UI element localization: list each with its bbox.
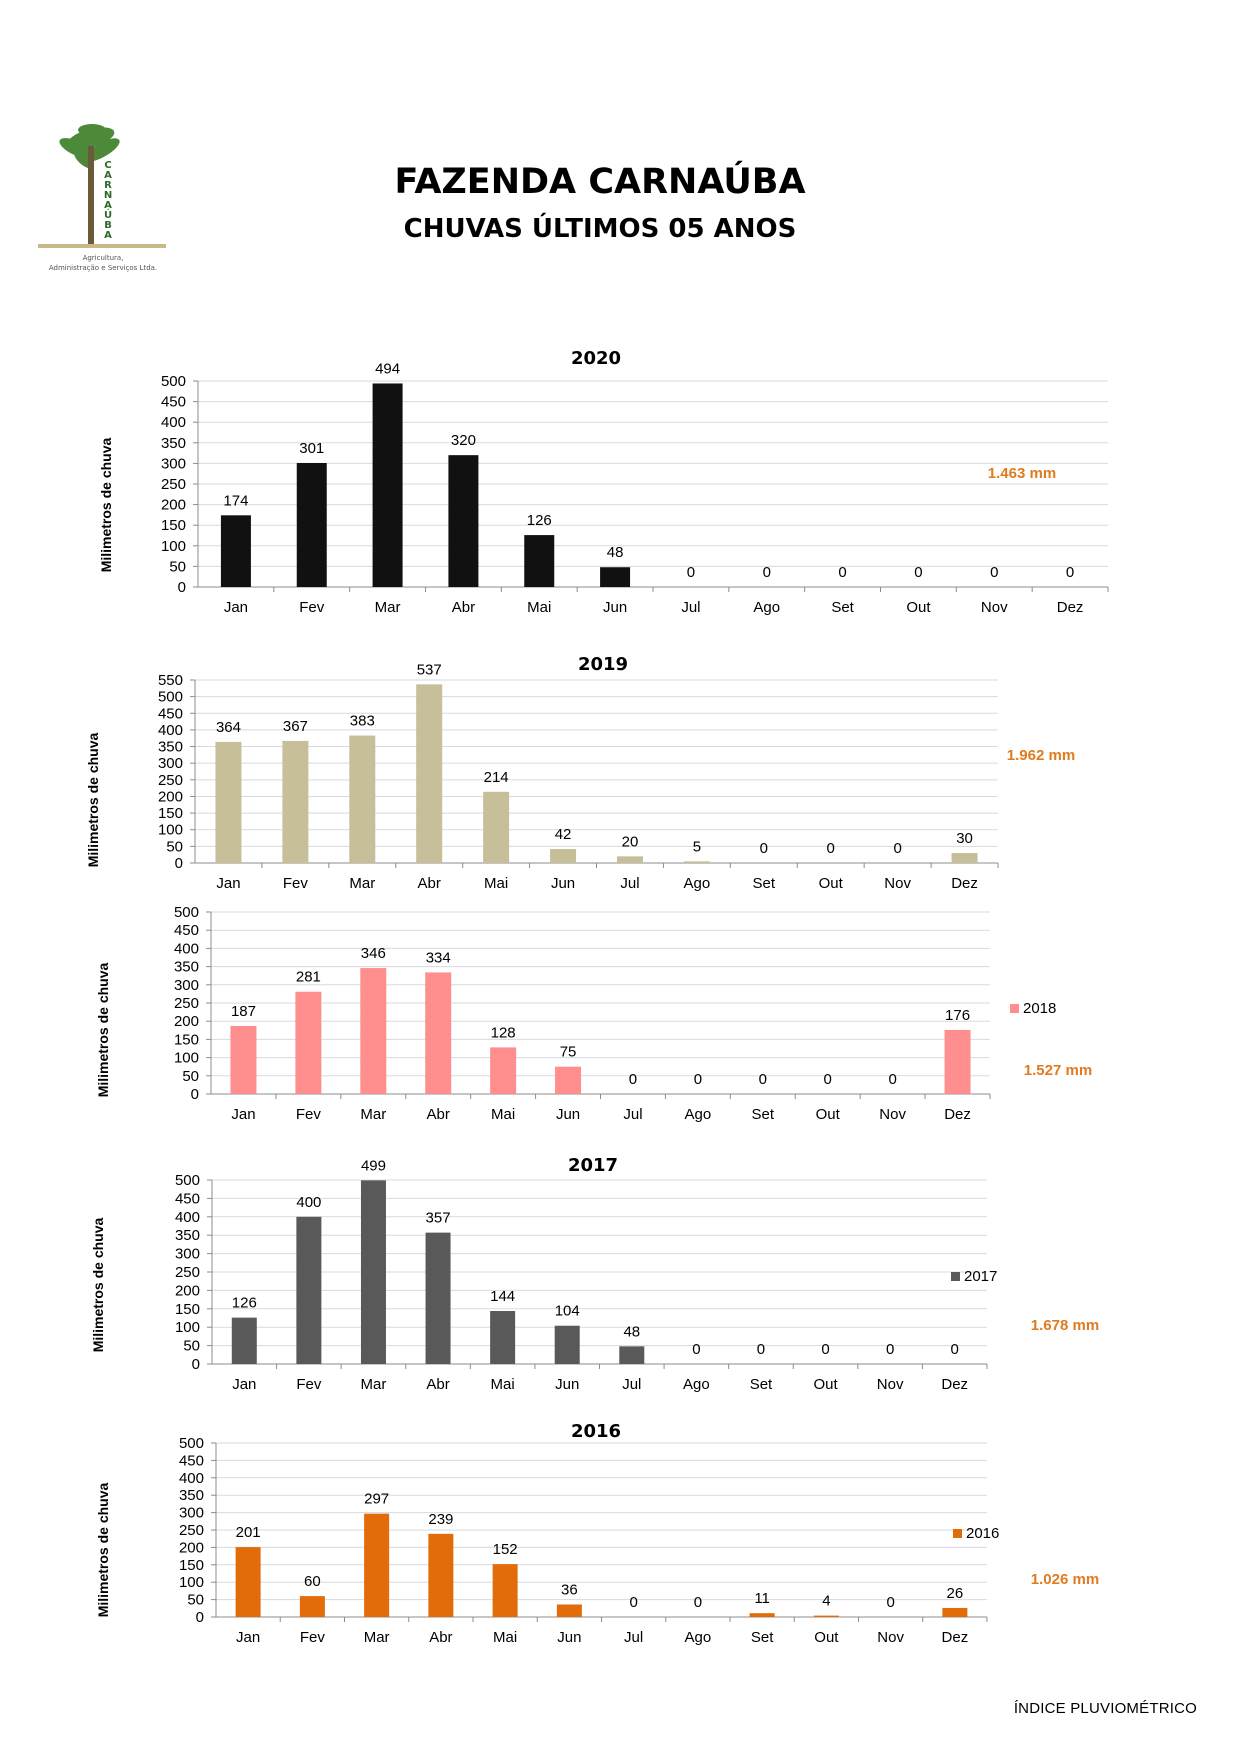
x-tick-label: Fev — [296, 1376, 322, 1393]
x-tick-label: Mar — [360, 1106, 387, 1123]
bar — [300, 1596, 325, 1617]
data-label: 0 — [756, 1341, 766, 1358]
x-tick-label: Jan — [236, 1629, 261, 1646]
bar — [360, 968, 386, 1094]
x-tick-label: Jan — [223, 599, 249, 616]
x-tick-label: Set — [831, 599, 854, 616]
bar — [490, 1047, 516, 1094]
x-tick-label: Dez — [941, 1376, 969, 1393]
data-label: 297 — [364, 1490, 390, 1508]
y-tick-label: 0 — [191, 1356, 200, 1373]
data-label: 0 — [886, 1594, 895, 1611]
total-label: 1.678 mm — [1030, 1317, 1100, 1334]
y-tick-label: 250 — [160, 476, 186, 493]
x-tick-label: Out — [906, 599, 931, 616]
bar — [428, 1534, 453, 1617]
logo-letter: A — [104, 200, 112, 211]
total-label: 1.026 mm — [1030, 1571, 1100, 1588]
data-label: 367 — [282, 717, 308, 735]
data-label: 383 — [349, 712, 375, 730]
data-label: 0 — [885, 1341, 895, 1358]
data-label: 364 — [215, 718, 241, 736]
data-label: 0 — [888, 1071, 897, 1088]
data-label: 0 — [990, 564, 999, 581]
data-label: 0 — [686, 564, 696, 581]
data-label: 26 — [946, 1584, 964, 1602]
data-label: 152 — [492, 1541, 518, 1559]
x-tick-label: Nov — [980, 599, 1008, 616]
y-tick-label: 350 — [173, 958, 199, 976]
x-tick-label: Jun — [602, 599, 628, 616]
logo-letter: A — [104, 230, 112, 241]
data-label: 48 — [606, 544, 624, 562]
x-tick-label: Jul — [624, 1629, 644, 1646]
x-tick-label: Jul — [623, 1106, 643, 1123]
bar — [349, 736, 375, 863]
data-label: 0 — [628, 1071, 638, 1088]
data-label: 214 — [483, 768, 509, 786]
x-tick-label: Abr — [429, 1629, 453, 1646]
bar — [493, 1564, 518, 1617]
footer-label: ÍNDICE PLUVIOMÉTRICO — [1013, 1700, 1197, 1717]
bar — [557, 1604, 582, 1617]
y-tick-label: 400 — [174, 1208, 200, 1226]
x-tick-label: Abr — [426, 1376, 450, 1393]
x-tick-label: Dez — [944, 1106, 971, 1123]
bar — [555, 1067, 581, 1094]
data-label: 537 — [416, 661, 442, 679]
y-tick-label: 500 — [178, 1435, 204, 1452]
data-label: 0 — [838, 564, 847, 581]
x-tick-label: Ago — [683, 875, 711, 892]
logo-letter: R — [104, 180, 112, 191]
y-tick-label: 0 — [190, 1086, 199, 1103]
y-tick-label: 50 — [169, 558, 186, 576]
y-tick-label: 200 — [178, 1539, 204, 1557]
y-axis-label: Milimetros de chuva — [98, 437, 114, 573]
x-tick-label: Set — [750, 1629, 774, 1646]
x-tick-label: Mar — [363, 1629, 390, 1646]
x-tick-label: Mai — [491, 1106, 516, 1123]
bar — [814, 1616, 839, 1617]
x-tick-label: Mai — [493, 1629, 518, 1646]
data-label: 126 — [231, 1294, 257, 1312]
x-tick-label: Jun — [555, 1106, 581, 1123]
x-tick-label: Ago — [753, 599, 781, 616]
data-label: 0 — [821, 1341, 830, 1358]
x-tick-label: Mar — [374, 599, 401, 616]
bar — [236, 1547, 261, 1617]
y-tick-label: 250 — [174, 1264, 200, 1281]
y-tick-label: 500 — [173, 904, 199, 921]
x-tick-label: Mai — [527, 599, 552, 616]
bar — [952, 853, 978, 863]
data-label: 174 — [223, 492, 249, 510]
bar — [619, 1346, 644, 1364]
data-label: 0 — [693, 1071, 703, 1088]
y-tick-label: 450 — [173, 922, 199, 940]
y-tick-label: 400 — [160, 414, 186, 432]
x-tick-label: Abr — [426, 1106, 450, 1123]
y-tick-label: 250 — [157, 771, 183, 789]
data-label: 60 — [304, 1573, 321, 1591]
data-label: 30 — [956, 830, 973, 848]
chart-title: 2016 — [570, 1421, 622, 1442]
bar — [230, 1026, 256, 1094]
total-label: 1.463 mm — [987, 465, 1057, 482]
y-tick-label: 300 — [178, 1504, 204, 1522]
data-label: 0 — [893, 840, 902, 857]
bar — [425, 972, 451, 1094]
logo-letter: Ú — [103, 210, 113, 221]
y-axis-label: Milimetros de chuva — [95, 962, 111, 1098]
x-tick-label: Nov — [877, 1629, 904, 1646]
x-tick-label: Out — [814, 1629, 839, 1646]
y-tick-label: 450 — [178, 1452, 204, 1470]
x-tick-label: Nov — [879, 1106, 906, 1123]
x-tick-label: Jan — [232, 1376, 257, 1393]
bar — [600, 567, 630, 587]
y-tick-label: 200 — [174, 1282, 200, 1300]
x-tick-label: Ago — [684, 1106, 712, 1123]
data-label: 0 — [759, 840, 768, 857]
data-label: 75 — [559, 1043, 577, 1061]
logo-letter: B — [104, 220, 112, 231]
y-tick-label: 400 — [178, 1469, 204, 1487]
data-label: 0 — [914, 564, 923, 581]
data-label: 0 — [1065, 564, 1075, 581]
x-tick-label: Set — [751, 1106, 775, 1123]
y-tick-label: 400 — [173, 940, 199, 958]
y-tick-label: 550 — [157, 672, 183, 689]
logo-letter: A — [104, 170, 112, 181]
data-label: 5 — [692, 838, 702, 856]
bar — [373, 383, 403, 587]
x-tick-label: Ago — [684, 1629, 712, 1646]
y-tick-label: 50 — [182, 1067, 199, 1085]
bar — [364, 1514, 389, 1617]
data-label: 0 — [950, 1341, 959, 1358]
bar — [750, 1613, 775, 1617]
y-tick-label: 50 — [187, 1591, 204, 1609]
logo-letter: N — [103, 190, 113, 201]
y-tick-label: 50 — [166, 838, 183, 856]
y-tick-label: 200 — [157, 788, 183, 806]
y-tick-label: 200 — [173, 1013, 199, 1031]
data-label: 42 — [554, 826, 572, 844]
y-axis-label: Milimetros de chuva — [95, 1482, 111, 1618]
data-label: 0 — [826, 840, 835, 857]
y-tick-label: 450 — [174, 1190, 200, 1208]
bar — [297, 463, 327, 587]
x-tick-label: Jul — [620, 875, 640, 892]
x-tick-label: Jun — [555, 1376, 580, 1393]
x-tick-label: Mai — [484, 875, 509, 892]
data-label: 20 — [621, 833, 639, 851]
legend-label: 2018 — [1023, 1000, 1057, 1017]
y-tick-label: 300 — [174, 1245, 200, 1263]
x-tick-label: Mar — [360, 1376, 387, 1393]
x-tick-label: Mai — [490, 1376, 515, 1393]
x-tick-label: Fev — [299, 1629, 325, 1646]
logo-caption: Agricultura, — [82, 254, 124, 262]
data-label: 0 — [762, 564, 771, 581]
x-tick-label: Fev — [282, 875, 308, 892]
data-label: 126 — [526, 512, 552, 530]
y-tick-label: 150 — [157, 805, 183, 823]
x-tick-label: Fev — [295, 1106, 321, 1123]
x-tick-label: Jun — [550, 875, 576, 892]
bar — [361, 1180, 386, 1364]
data-label: 48 — [623, 1323, 641, 1341]
x-tick-label: Abr — [451, 599, 476, 616]
data-label: 4 — [822, 1592, 831, 1610]
bar — [426, 1233, 451, 1364]
data-label: 499 — [360, 1157, 386, 1175]
bar — [684, 861, 710, 863]
y-tick-label: 500 — [160, 373, 186, 390]
y-tick-label: 350 — [160, 434, 186, 452]
data-label: 176 — [945, 1006, 971, 1024]
bar — [295, 992, 321, 1094]
bar — [524, 535, 554, 587]
data-label: 281 — [295, 968, 321, 986]
y-tick-label: 300 — [160, 455, 186, 473]
data-label: 0 — [758, 1071, 767, 1088]
data-label: 128 — [490, 1024, 516, 1042]
x-tick-label: Mar — [349, 875, 376, 892]
y-tick-label: 100 — [173, 1049, 199, 1067]
x-tick-label: Jan — [231, 1106, 256, 1123]
data-label: 400 — [296, 1193, 322, 1211]
bar — [945, 1030, 971, 1094]
y-axis-label: Milimetros de chuva — [90, 1217, 106, 1353]
y-tick-label: 150 — [173, 1031, 199, 1049]
data-label: 0 — [629, 1594, 638, 1611]
data-label: 0 — [692, 1341, 701, 1358]
total-label: 1.527 mm — [1023, 1062, 1093, 1079]
data-label: 301 — [299, 439, 325, 457]
chart-title: 2017 — [567, 1155, 619, 1176]
x-tick-label: Dez — [941, 1629, 969, 1646]
x-tick-label: Abr — [417, 875, 441, 892]
page-subtitle: CHUVAS ÚLTIMOS 05 ANOS — [403, 214, 797, 244]
y-tick-label: 350 — [178, 1487, 204, 1505]
y-tick-label: 300 — [173, 976, 199, 994]
legend-label: 2017 — [964, 1268, 998, 1285]
x-tick-label: Jul — [681, 599, 701, 616]
data-label: 11 — [754, 1590, 770, 1608]
data-label: 346 — [360, 945, 386, 963]
y-tick-label: 500 — [157, 688, 183, 706]
y-tick-label: 350 — [174, 1227, 200, 1245]
y-tick-label: 400 — [157, 721, 183, 739]
bar — [617, 856, 643, 863]
bar — [296, 1217, 321, 1364]
data-label: 0 — [823, 1071, 832, 1088]
x-tick-label: Dez — [1056, 599, 1084, 616]
data-label: 201 — [235, 1524, 261, 1542]
y-tick-label: 350 — [157, 738, 183, 756]
data-label: 494 — [375, 360, 401, 378]
y-tick-label: 50 — [183, 1337, 200, 1355]
y-tick-label: 300 — [157, 755, 183, 773]
x-tick-label: Set — [749, 1376, 773, 1393]
bar — [215, 742, 241, 863]
y-tick-label: 450 — [157, 705, 183, 723]
y-tick-label: 0 — [174, 855, 183, 872]
data-label: 357 — [425, 1209, 451, 1227]
y-tick-label: 150 — [174, 1300, 200, 1318]
y-tick-label: 100 — [178, 1574, 204, 1592]
x-tick-label: Nov — [884, 875, 911, 892]
logo-letter: C — [104, 160, 112, 171]
bar — [550, 849, 576, 863]
y-axis-label: Milimetros de chuva — [85, 732, 101, 868]
x-tick-label: Set — [752, 875, 776, 892]
bar — [221, 515, 251, 587]
x-tick-label: Fev — [299, 599, 325, 616]
y-tick-label: 200 — [160, 496, 186, 514]
x-tick-label: Nov — [876, 1376, 904, 1393]
bar — [490, 1311, 515, 1364]
legend-label: 2016 — [966, 1525, 1000, 1542]
total-label: 1.962 mm — [1006, 747, 1076, 764]
data-label: 0 — [693, 1594, 703, 1611]
data-label: 36 — [561, 1581, 578, 1599]
bar — [942, 1608, 967, 1617]
y-tick-label: 500 — [174, 1172, 200, 1189]
bar — [555, 1326, 580, 1364]
y-tick-label: 100 — [174, 1319, 200, 1337]
x-tick-label: Jan — [216, 875, 241, 892]
y-tick-label: 250 — [173, 995, 199, 1012]
x-tick-label: Jun — [557, 1629, 582, 1646]
x-tick-label: Out — [813, 1376, 838, 1393]
bar — [448, 455, 478, 587]
x-tick-label: Dez — [951, 875, 978, 892]
y-tick-label: 0 — [177, 579, 186, 596]
x-tick-label: Out — [818, 875, 843, 892]
y-tick-label: 150 — [178, 1556, 204, 1574]
bar — [282, 741, 308, 863]
data-label: 187 — [230, 1002, 256, 1020]
y-tick-label: 150 — [160, 517, 186, 535]
data-label: 334 — [425, 949, 451, 967]
data-label: 144 — [490, 1288, 516, 1306]
y-tick-label: 100 — [160, 537, 186, 555]
y-tick-label: 0 — [195, 1609, 204, 1626]
x-tick-label: Ago — [683, 1376, 710, 1393]
chart-title: 2019 — [577, 654, 629, 675]
bar — [416, 684, 442, 863]
page-title: FAZENDA CARNAÚBA — [394, 162, 806, 202]
legend-swatch — [951, 1272, 960, 1281]
x-tick-label: Out — [815, 1106, 840, 1123]
bar — [483, 792, 509, 863]
y-tick-label: 250 — [178, 1522, 204, 1539]
bar — [232, 1318, 257, 1364]
legend-swatch — [1010, 1004, 1019, 1013]
data-label: 239 — [428, 1510, 454, 1528]
y-tick-label: 450 — [160, 393, 186, 411]
legend-swatch — [953, 1529, 962, 1538]
logo-caption: Administração e Serviços Ltda. — [48, 264, 158, 272]
data-label: 320 — [450, 432, 476, 450]
data-label: 104 — [554, 1302, 580, 1320]
y-tick-label: 100 — [157, 821, 183, 839]
chart-title: 2020 — [570, 348, 622, 369]
x-tick-label: Jul — [622, 1376, 642, 1393]
